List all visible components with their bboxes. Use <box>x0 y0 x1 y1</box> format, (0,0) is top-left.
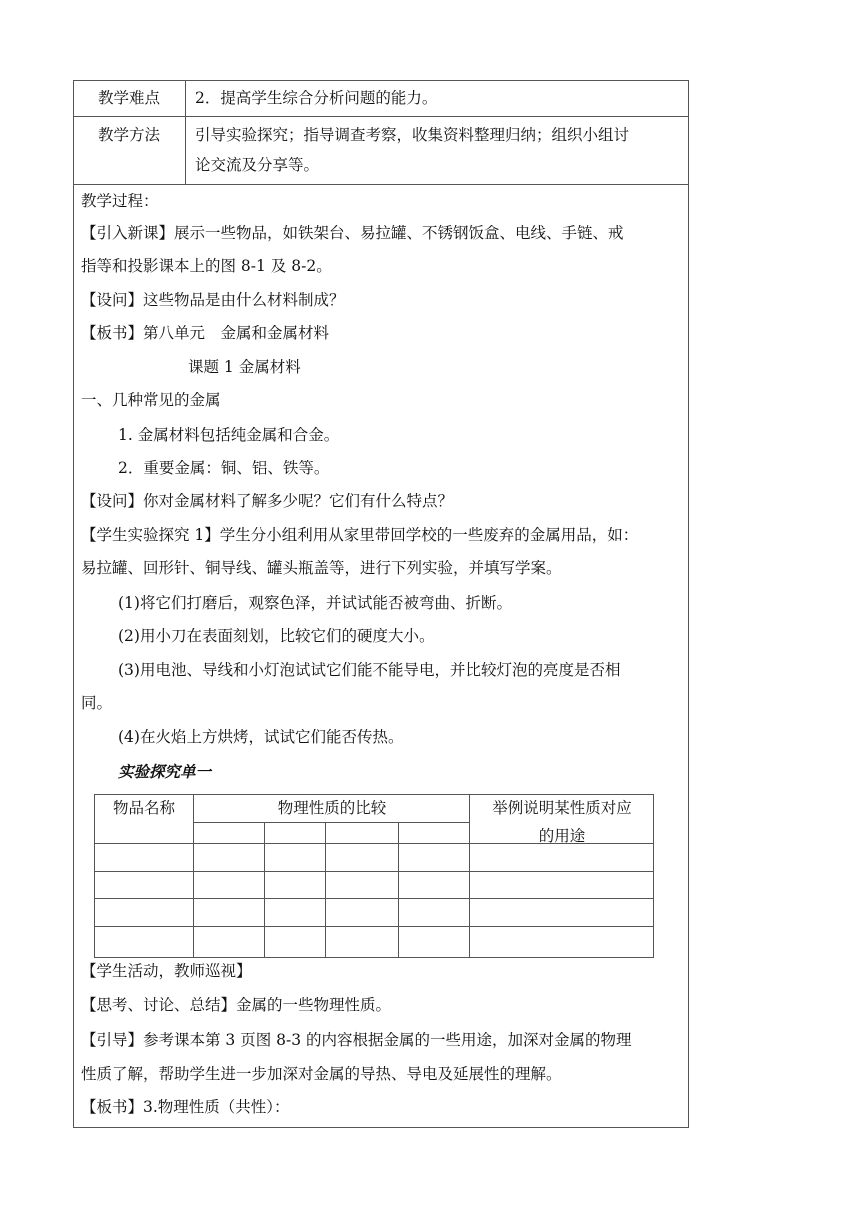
header-row-divider <box>73 116 689 117</box>
method-content-line2: 论交流及分享等。 <box>195 156 320 174</box>
board-note-1: 【板书】第八单元 金属和金属材料 <box>81 324 330 342</box>
process-title: 教学过程： <box>81 192 159 210</box>
experiment-line1: 【学生实验探究 1】学生分小组利用从家里带回学校的一些废弃的金属用品，如： <box>81 526 639 544</box>
student-activity: 【学生活动，教师巡视】 <box>81 962 252 980</box>
header-bottom-divider <box>73 184 689 185</box>
worksheet-col-compare: 物理性质的比较 <box>277 799 387 817</box>
worksheet-col-use-line1: 举例说明某性质对应 <box>492 799 632 817</box>
experiment-step-4: (4)在火焰上方烘烤，试试它们能否传热。 <box>118 728 404 746</box>
guide-line1: 【引导】参考课本第 3 页图 8-3 的内容根据金属的一些用途，加深对金属的物理 <box>81 1031 632 1049</box>
question-2: 【设问】你对金属材料了解多少呢？它们有什么特点？ <box>81 492 454 510</box>
difficulty-label: 教学难点 <box>97 89 160 107</box>
worksheet-col-use-line2: 的用途 <box>538 827 586 845</box>
experiment-step-3-line1: (3)用电池、导线和小灯泡试试它们能不能导电，并比较灯泡的亮度是否相 <box>118 661 621 679</box>
section-heading-1: 一、几种常见的金属 <box>81 391 221 409</box>
experiment-line2: 易拉罐、回形针、铜导线、罐头瓶盖等，进行下列实验，并填写学案。 <box>81 559 562 577</box>
list-item-2: 2．重要金属：铜、铝、铁等。 <box>118 459 330 477</box>
experiment-step-2: (2)用小刀在表面刻划，比较它们的硬度大小。 <box>118 627 435 645</box>
think-discuss: 【思考、讨论、总结】金属的一些物理性质。 <box>81 996 392 1014</box>
intro-line2: 指等和投影课本上的图 8-1 及 8-2。 <box>81 257 332 275</box>
list-item-1: 1. 金属材料包括纯金属和合金。 <box>118 426 340 444</box>
experiment-step-3-line2: 同。 <box>81 694 113 712</box>
difficulty-content: 2．提高学生综合分析问题的能力。 <box>195 89 438 107</box>
worksheet-col-item: 物品名称 <box>112 799 175 817</box>
method-label: 教学方法 <box>97 126 160 144</box>
intro-line1: 【引入新课】展示一些物品，如铁架台、易拉罐、不锈钢饭盒、电线、手链、戒 <box>81 224 624 242</box>
question-1: 【设问】这些物品是由什么材料制成？ <box>81 291 345 309</box>
experiment-step-1: (1)将它们打磨后，观察色泽，并试试能否被弯曲、折断。 <box>118 594 512 612</box>
guide-line2: 性质了解，帮助学生进一步加深对金属的导热、导电及延展性的理解。 <box>81 1065 562 1083</box>
method-content-line1: 引导实验探究；指导调查考察，收集资料整理归纳；组织小组讨 <box>195 126 630 144</box>
header-col-divider <box>185 80 186 184</box>
worksheet-table <box>94 794 654 958</box>
board-note-1-subtitle: 课题 1 金属材料 <box>188 358 301 376</box>
worksheet-title: 实验探究单一 <box>118 762 212 781</box>
board-note-2: 【板书】3.物理性质（共性）： <box>81 1098 290 1116</box>
